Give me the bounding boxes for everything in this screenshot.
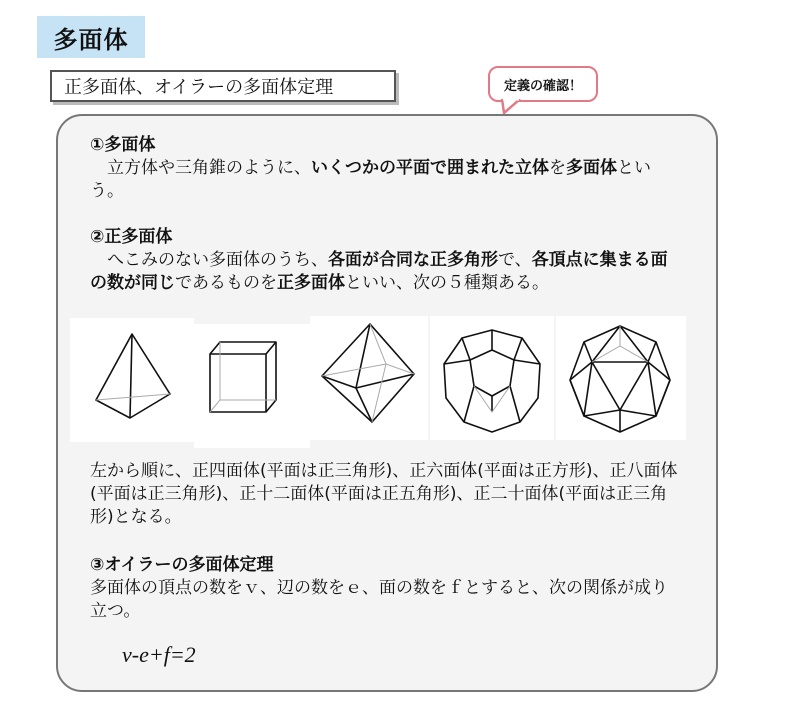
octahedron-icon <box>310 316 428 440</box>
dodecahedron-icon <box>430 316 554 440</box>
section-regular-polyhedron-heading: ②正多面体 <box>90 227 173 247</box>
callout-text: 定義の確認！ <box>503 78 582 94</box>
section-polyhedron <box>90 134 680 203</box>
tetrahedron-icon <box>70 318 194 442</box>
section-euler-text: 多面体の頂点の数をｖ、辺の数をｅ、面の数をｆとすると、次の関係が成り立つ。 <box>90 578 668 621</box>
section-euler-heading: ③オイラーの多面体定理 <box>90 555 274 575</box>
shapes-caption: 左から順に、正四面体(平面は正三角形)、正六面体(平面は正方形)、正八面体(平面は正三角形)、正十二面体(平面は正五角形)、正二十面体(平面は正三角形)となる。 <box>90 461 678 527</box>
section-euler <box>90 554 680 623</box>
hexahedron-icon <box>194 324 310 448</box>
callout-tail <box>498 99 528 115</box>
definition-callout <box>488 66 598 102</box>
section-regular-polyhedron-text: へこみのない多面体のうち、各面が合同な正多角形で、各頂点に集まる面の数が同じであるものを正多面体といい、次の５種類ある。 <box>90 250 668 293</box>
euler-formula: v-e+f=2 <box>122 642 196 667</box>
section-heading-text: 正多面体、オイラーの多面体定理 <box>64 77 334 98</box>
section-polyhedron-heading: ①多面体 <box>90 135 156 155</box>
section-regular-polyhedron <box>90 226 680 295</box>
section-polyhedron-text: 立方体や三角錐のように、いくつかの平面で囲まれた立体を多面体という。 <box>90 158 651 201</box>
icosahedron-icon <box>556 316 686 440</box>
page-title: 多面体 <box>37 16 145 58</box>
section-heading <box>50 70 396 102</box>
